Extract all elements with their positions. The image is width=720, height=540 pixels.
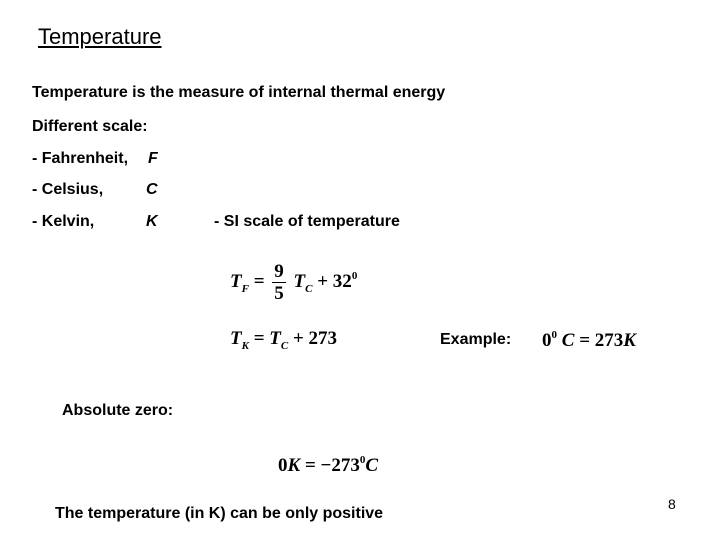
fraction-nine-fifths: $\frac{9}{5}$ [274, 261, 284, 304]
scale-celsius-name: - Celsius, [32, 181, 104, 198]
kelvin-conversion-equation: $T_K = T_C + 273$ [230, 328, 338, 352]
example-label: Example: [440, 331, 512, 348]
slide-title: Temperature [38, 24, 162, 49]
scales-heading: Different scale: [32, 118, 148, 135]
scale-celsius-symbol: C [146, 181, 158, 198]
scale-kelvin-name: - Kelvin, [32, 213, 95, 230]
absolute-zero-label: Absolute zero: [62, 402, 174, 419]
absolute-zero-equation: $0K = -273^0C$ [278, 454, 379, 476]
page-number: 8 [668, 496, 676, 512]
definition-text: Temperature is the measure of internal thermal energy [32, 84, 446, 101]
kelvin-si-note: - SI scale of temperature [214, 213, 400, 230]
scale-fahrenheit-symbol: F [148, 150, 158, 167]
scale-kelvin-symbol: K [146, 213, 158, 230]
fahrenheit-conversion-equation: $T_F$ = $\frac{9}{5}$ $T_C + 32^0$ [230, 261, 358, 304]
example-equation: $0^0$ C = 273K [542, 329, 636, 351]
conclusion-text: The temperature (in K) can be only positive [55, 505, 384, 522]
scale-fahrenheit-name: - Fahrenheit, [32, 150, 129, 167]
